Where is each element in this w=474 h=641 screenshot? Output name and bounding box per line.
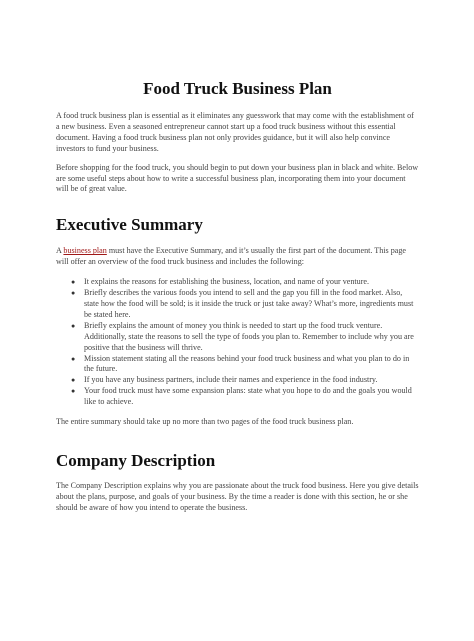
document-title: Food Truck Business Plan <box>143 79 332 98</box>
executive-summary-heading: Executive Summary <box>56 215 203 235</box>
bullet-text: It explains the reasons for establishing the business, location, and name of your venture. <box>84 277 370 287</box>
list-item <box>71 375 419 386</box>
list-item <box>71 320 419 354</box>
bullet-dot-icon: ● <box>71 387 76 396</box>
bullet-text: Mission statement stating all the reasons behind your food truck business and what you plan to do in the future. <box>84 353 410 374</box>
bullet-dot-icon: ● <box>71 321 76 330</box>
company-description-paragraph: The Company Description explains why you are passionate about the truck food business. Here you give details about the plans, purpose, and goals of your business. By the time a reader is done with this section, he or she should be aware of how you intend to operate the business. <box>56 480 419 512</box>
bullet-dot-icon: ● <box>71 376 76 385</box>
list-item <box>71 386 419 408</box>
executive-summary-closing: The entire summary should take up no more than two pages of the food truck business plan. <box>56 417 354 427</box>
intro-paragraph-1: A food truck business plan is essential as it eliminates any guesswork that may come with the establishment of a new business. Even a seasoned entrepreneur cannot start up a food truck business without this essential document. Having a food truck business plan not only provides guidance, but it will also help convince investors to fund your business. <box>56 111 414 153</box>
executive-summary-bullet-list <box>56 277 419 408</box>
bullet-dot-icon: ● <box>71 354 76 363</box>
intro-suffix: must have the Executive Summary, and it’s usually the first part of the document. This page will offer an overview of the food truck business and includes the following: <box>56 246 406 267</box>
list-item <box>71 277 419 288</box>
bullet-text: If you have any business partners, include their names and experience in the food industry. <box>84 375 378 385</box>
bullet-dot-icon: ● <box>71 278 76 287</box>
bullet-text: Your food truck must have some expansion plans: state what you hope to do and the goals you would like to achieve. <box>84 386 412 407</box>
executive-summary-intro <box>56 246 419 268</box>
list-item <box>71 353 419 376</box>
bullet-text: Briefly explains the amount of money you think is needed to start up the food truck venture. Additionally, state the reasons to sell the type of foods you plan to. Remember to include why you are positive that the business will thrive. <box>84 320 414 352</box>
business-plan-link[interactable]: business plan <box>63 246 107 256</box>
intro-paragraph-2: Before shopping for the food truck, you should begin to put down your business plan in black and white. Below are some useful steps about how to write a successful business plan, incorporating them into your document will be of great value. <box>56 162 419 194</box>
list-item <box>71 288 419 321</box>
bullet-text: Briefly describes the various foods you intend to sell and the gap you fill in the food market. Also, state how the food will be sold; is it inside the truck or just take away? What’s more, ingredients must be stated here. <box>84 288 414 319</box>
intro-prefix: A <box>56 246 64 256</box>
company-description-heading: Company Description <box>56 450 216 470</box>
bullet-dot-icon: ● <box>71 289 76 298</box>
